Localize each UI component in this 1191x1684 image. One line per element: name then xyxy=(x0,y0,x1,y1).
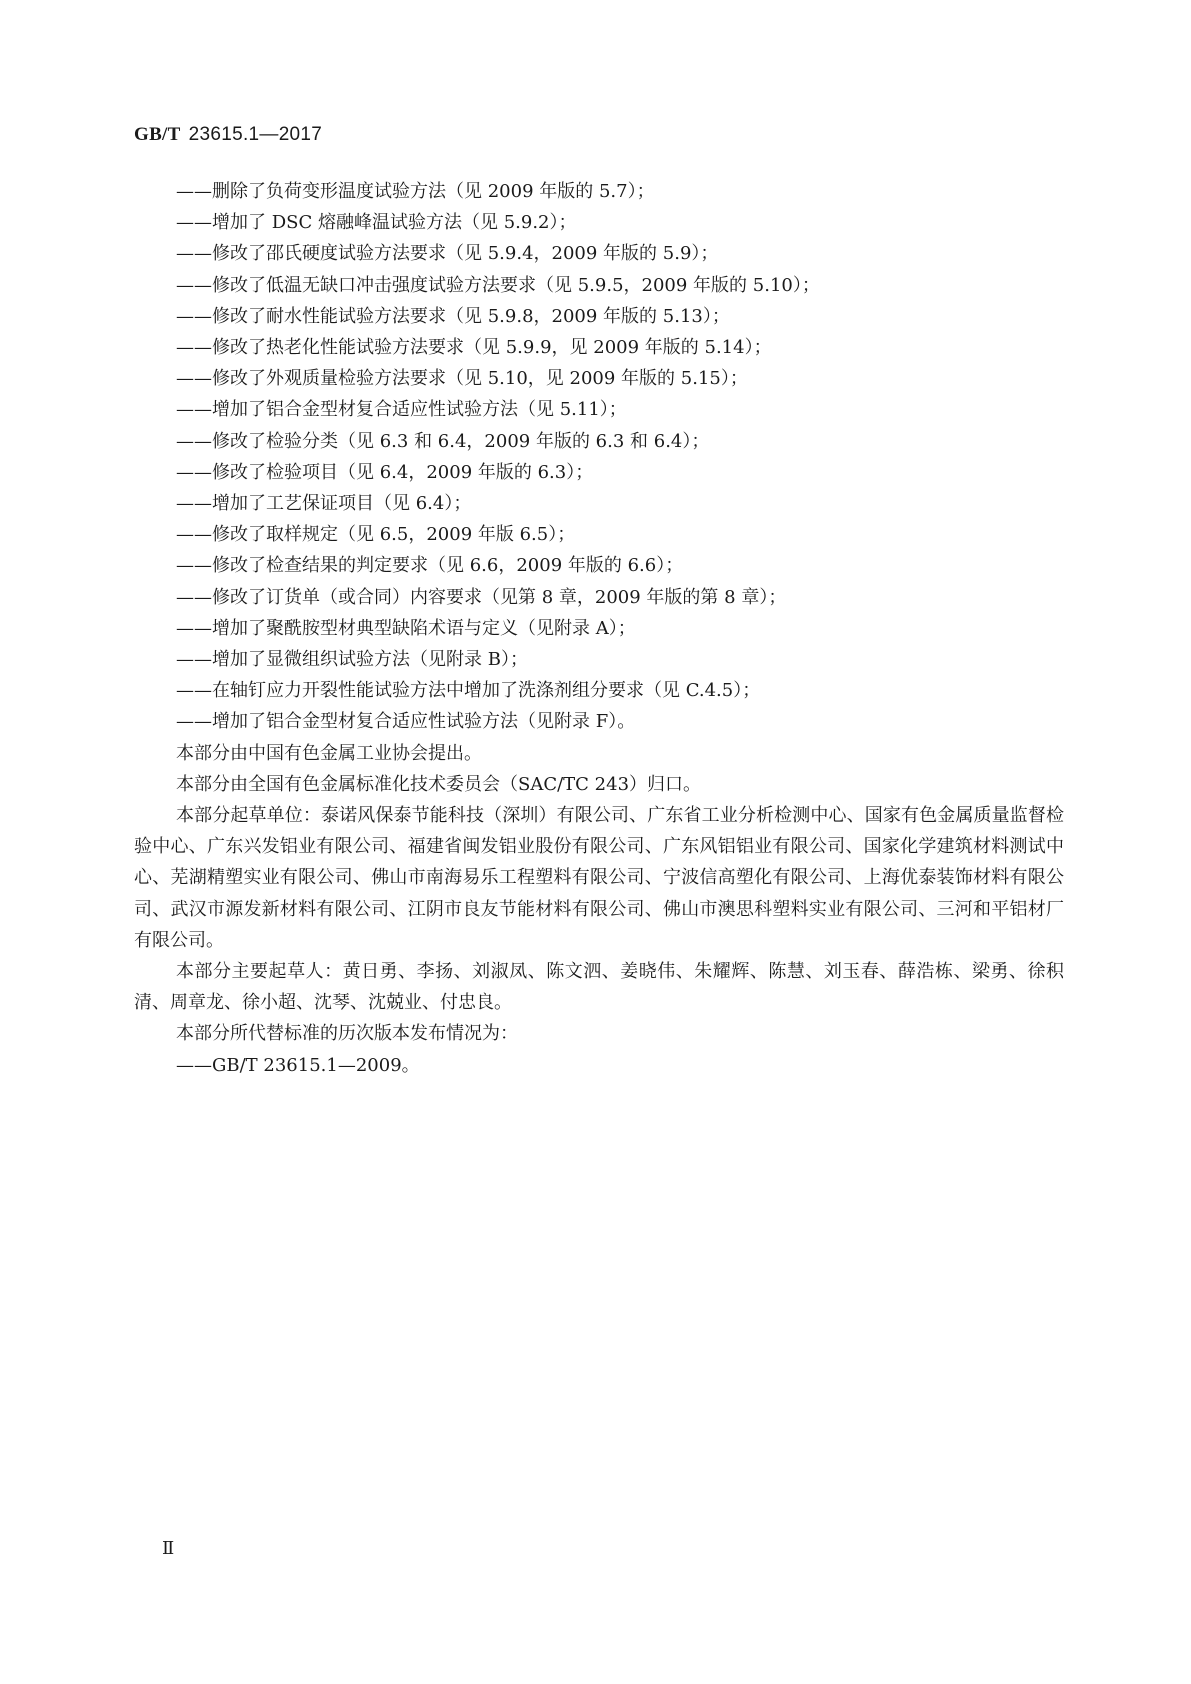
change-item: ——修改了外观质量检验方法要求（见 5.10，见 2009 年版的 5.15）； xyxy=(176,368,748,390)
standard-code: GB/T xyxy=(134,124,181,145)
change-item: ——修改了取样规定（见 6.5，2009 年版 6.5）； xyxy=(176,524,576,546)
document-header xyxy=(134,124,322,146)
change-item: ——增加了铝合金型材复合适应性试验方法（见 5.11）； xyxy=(176,399,627,421)
change-item: ——增加了 DSC 熔融峰温试验方法（见 5.9.2）； xyxy=(176,212,577,234)
change-item: ——修改了检验分类（见 6.3 和 6.4，2009 年版的 6.3 和 6.4）； xyxy=(176,430,710,452)
change-item: ——修改了低温无缺口冲击强度试验方法要求（见 5.9.5，2009 年版的 5.10）； xyxy=(176,274,820,296)
page-number: Ⅱ xyxy=(162,1538,175,1558)
change-item: ——修改了耐水性能试验方法要求（见 5.9.8，2009 年版的 5.13）； xyxy=(176,305,730,327)
change-item: ——增加了铝合金型材复合适应性试验方法（见附录 F）。 xyxy=(176,711,636,733)
change-item: ——增加了显微组织试验方法（见附录 B）； xyxy=(176,649,528,671)
change-item: ——增加了聚酰胺型材典型缺陷术语与定义（见附录 A）； xyxy=(176,617,636,639)
change-item: ——修改了检查结果的判定要求（见 6.6，2009 年版的 6.6）； xyxy=(176,555,684,577)
centralized-by-paragraph: 本部分由全国有色金属标准化技术委员会（SAC/TC 243）归口。 xyxy=(176,773,702,795)
change-item: ——修改了订货单（或合同）内容要求（见第 8 章，2009 年版的第 8 章）； xyxy=(176,586,787,608)
change-item: ——修改了热老化性能试验方法要求（见 5.9.9，见 2009 年版的 5.14）； xyxy=(176,337,772,359)
foreword-content xyxy=(134,176,1064,1081)
change-item: ——修改了检验项目（见 6.4，2009 年版的 6.3）； xyxy=(176,461,594,483)
change-item: ——增加了工艺保证项目（见 6.4）； xyxy=(176,493,472,515)
main-drafters-paragraph: 本部分主要起草人：黄日勇、李扬、刘淑凤、陈文泗、姜晓伟、朱耀辉、陈慧、刘玉春、薛浩栋、梁勇、徐积清、周章龙、徐小超、沈琴、沈兢业、付忠良。 xyxy=(134,961,1064,1014)
change-item: ——删除了负荷变形温度试验方法（见 2009 年版的 5.7）； xyxy=(176,181,655,202)
change-item: ——在轴钉应力开裂性能试验方法中增加了洗涤剂组分要求（见 C.4.5）； xyxy=(176,680,761,702)
replaced-version-item: ——GB/T 23615.1—2009。 xyxy=(176,1054,420,1076)
replaced-versions-intro: 本部分所代替标准的历次版本发布情况为： xyxy=(176,1023,518,1045)
proposed-by-paragraph: 本部分由中国有色金属工业协会提出。 xyxy=(176,742,482,764)
standard-number: 23615.1—2017 xyxy=(188,124,323,145)
change-item: ——修改了邵氏硬度试验方法要求（见 5.9.4，2009 年版的 5.9）； xyxy=(176,243,719,265)
drafting-units-paragraph: 本部分起草单位：泰诺风保泰节能科技（深圳）有限公司、广东省工业分析检测中心、国家有色金属质量监督检验中心、广东兴发铝业有限公司、福建省闽发铝业股份有限公司、广东风铝铝业有限公司、国家化学建筑材料测试中心、芜湖精塑实业有限公司、佛山市南海易乐工程塑料有限公司、宁波信高塑化有限公司、上海优泰装饰材料有限公司、武汉市源发新材料有限公司、江阴市良友节能材料有限公司、佛山市澳思科塑料实业有限公司、三河和平铝材厂有限公司。 xyxy=(134,805,1064,951)
